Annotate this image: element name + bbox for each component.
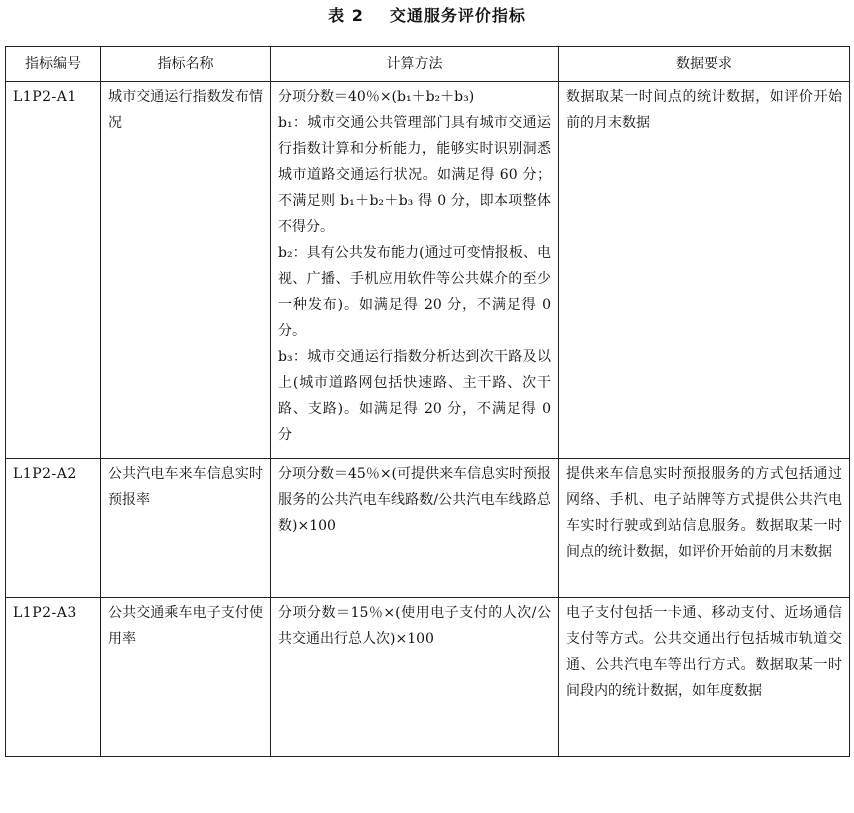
method-line: 分项分数＝40％×(b₁＋b₂＋b₃) bbox=[278, 89, 475, 105]
indicator-name: 城市交通运行指数发布情况 bbox=[101, 82, 271, 459]
method-line: b₃：城市交通运行指数分析达到次干路及以上(城市道路网包括快速路、主干路、次干路、支路)。如满足得 20 分，不满足得 0 分 bbox=[278, 349, 551, 443]
calculation-method bbox=[271, 459, 559, 598]
data-requirement: 提供来车信息实时预报服务的方式包括通过网络、手机、电子站牌等方式提供公共汽电车实时行驶或到站信息服务。数据取某一时间点的统计数据，如评价开始前的月末数据 bbox=[559, 459, 850, 598]
data-requirement: 数据取某一时间点的统计数据，如评价开始前的月末数据 bbox=[559, 82, 850, 459]
method-line: 分项分数＝45％×(可提供来车信息实时预报服务的公共汽电车线路数/公共汽电车线路总数)×100 bbox=[278, 466, 552, 534]
header-method: 计算方法 bbox=[271, 47, 559, 82]
method-line: b₂：具有公共发布能力(通过可变情报板、电视、广播、手机应用软件等公共媒介的至少一种发布)。如满足得 20 分，不满足得 0 分。 bbox=[278, 245, 551, 339]
data-requirement: 电子支付包括一卡通、移动支付、近场通信支付等方式。公共交通出行包括城市轨道交通、公共汽电车等出行方式。数据取某一时间段内的统计数据，如年度数据 bbox=[559, 598, 850, 757]
table-row bbox=[6, 459, 850, 598]
header-row bbox=[6, 47, 850, 82]
header-requirement: 数据要求 bbox=[559, 47, 850, 82]
table-row bbox=[6, 82, 850, 459]
table-number: 表 2 bbox=[328, 6, 364, 25]
header-code: 指标编号 bbox=[6, 47, 101, 82]
indicator-name: 公共汽电车来车信息实时预报率 bbox=[101, 459, 271, 598]
indicator-code: L1P2-A2 bbox=[6, 459, 101, 598]
table-row bbox=[6, 598, 850, 757]
calculation-method bbox=[271, 598, 559, 757]
table-title: 交通服务评价指标 bbox=[389, 6, 526, 25]
method-line: b₁：城市交通公共管理部门具有城市交通运行指数计算和分析能力，能够实时识别洞悉城市道路交通运行状况。如满足得 60 分；不满足则 b₁＋b₂＋b₃ 得 0 分，即本项整体不得分。 bbox=[278, 115, 551, 235]
table-caption bbox=[0, 4, 854, 28]
calculation-method bbox=[271, 82, 559, 459]
method-line: 分项分数＝15％×(使用电子支付的人次/公共交通出行总人次)×100 bbox=[278, 605, 551, 647]
evaluation-indicator-table bbox=[5, 46, 850, 757]
indicator-name: 公共交通乘车电子支付使用率 bbox=[101, 598, 271, 757]
indicator-code: L1P2-A3 bbox=[6, 598, 101, 757]
indicator-code: L1P2-A1 bbox=[6, 82, 101, 459]
header-name: 指标名称 bbox=[101, 47, 271, 82]
